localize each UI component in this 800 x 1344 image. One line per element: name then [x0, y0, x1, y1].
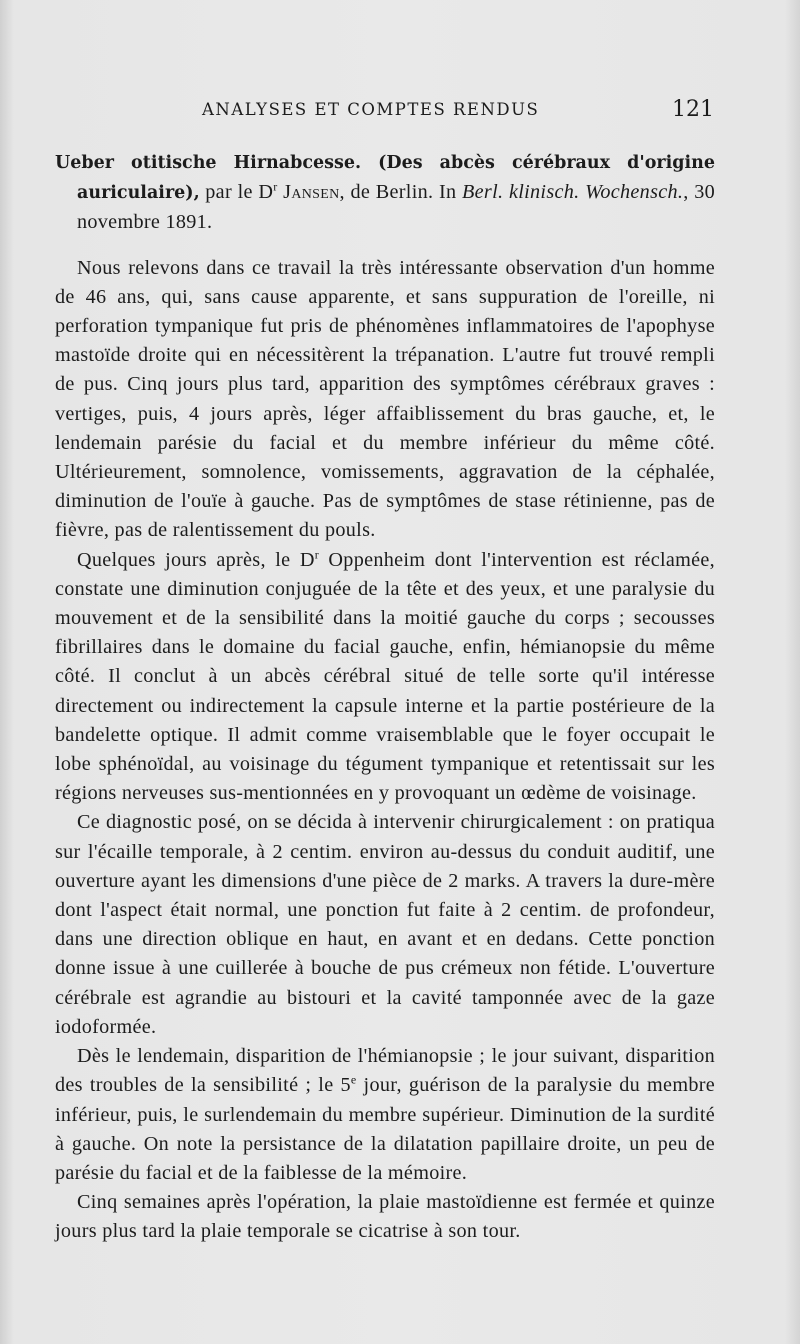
- journal-name: Berl. klinisch. Wochensch.: [462, 181, 684, 204]
- running-head: ANALYSES ET COMPTES RENDUS: [202, 100, 540, 119]
- article-heading: [55, 148, 715, 238]
- title-dr-superscript: r: [273, 179, 278, 194]
- article-date: , 30 novembre 1891.: [77, 181, 715, 234]
- paragraph-oppenheim-rest: Oppenheim dont l'intervention est réclamée, constate une diminution conjuguée de la tête et des yeux, et une paralysie du mouvement et de la sensibilité dans la moitié gauche du corps ; secousses fibrillaires dans le domaine du facial gauche, enfin, hémianopsie du même côté. Il conclut à un abcès cérébral situé de telle sorte qu'il intéresse directement ou indirectement la capsule interne et la partie postérieure de la bandelette optique. Il admit comme vraisemblable que le foyer occupait le lobe sphénoïdal, au voisinage du tégument tympanique et retentissait sur les régions nerveuses sus-mentionnées en y provoquant un œdème de voisinage.: [55, 548, 715, 805]
- page-number: 121: [672, 97, 714, 122]
- paragraph-observation: Nous relevons dans ce travail la très intéressante observation d'un homme de 46 ans, qui, sans cause apparente, et sans suppuration de l'oreille, ni perforation tympanique fut pris de phénomènes inflammatoires de l'apophyse mastoïde droite qui en nécessitèrent la trépanation. L'autre fut trouvé rempli de pus. Cinq jours plus tard, apparition des symptômes cérébraux graves : vertiges, puis, 4 jours après, léger affaiblissement du bras gauche, et, le lendemain parésie du facial et du membre inférieur du même côté. Ultérieurement, somnolence, vomissements, aggravation de la céphalée, diminution de l'ouïe à gauche. Pas de symptômes de stase rétinienne, pas de fièvre, pas de ralentissement du pouls.: [55, 256, 715, 542]
- paragraph-recovery: [55, 1042, 715, 1188]
- paragraph-oppenheim-start: Quelques jours après, le D: [77, 548, 315, 571]
- paragraph-outcome: Cinq semaines après l'opération, la plaie mastoïdienne est fermée et quinze jours plus tard la plaie temporale se cicatrise à son tour.: [55, 1191, 715, 1243]
- article-author: Jansen: [277, 181, 340, 204]
- paragraph-recovery-rest: jour, guérison de la paralysie du membre inférieur, puis, le surlendemain du membre supérieur. Diminution de la surdité à gauche. On note la persistance de la dilatation papillaire droite, un peu de parésie du facial et de la faiblesse de la mémoire.: [55, 1074, 715, 1184]
- paragraph-recovery-superscript: e: [350, 1072, 357, 1087]
- title-city: , de Berlin. In: [339, 181, 463, 204]
- title-by: par le D: [199, 181, 274, 204]
- paragraph-oppenheim: [55, 546, 715, 809]
- article-title: Ueber otitische Hirnabcesse. (Des abcès cérébraux d'origine auriculaire),: [55, 153, 715, 204]
- page-header: [0, 98, 800, 128]
- paragraph-diagnostic: Ce diagnostic posé, on se décida à intervenir chirurgicalement : on pratiqua sur l'écaille temporale, à 2 centim. environ au-dessus du conduit auditif, une ouverture ayant les dimensions d'une pièce de 2 marks. A travers la dure-mère dont l'aspect était normal, une ponction fut faite à 2 centim. de profondeur, dans une direction oblique en haut, en avant et en dedans. Cette ponction donne issue à une cuillerée à bouche de pus crémeux non fétide. L'ouverture cérébrale est agrandie au bistouri et la cavité tamponnée avec de la gaze iodoformée.: [55, 811, 715, 1038]
- paragraph-recovery-start: Dès le lendemain, disparition de l'hémianopsie ; le jour suivant, disparition des troubles de la sensibilité ; le 5: [55, 1045, 715, 1097]
- paragraph-oppenheim-superscript: r: [314, 546, 319, 561]
- article-body: [55, 148, 715, 1247]
